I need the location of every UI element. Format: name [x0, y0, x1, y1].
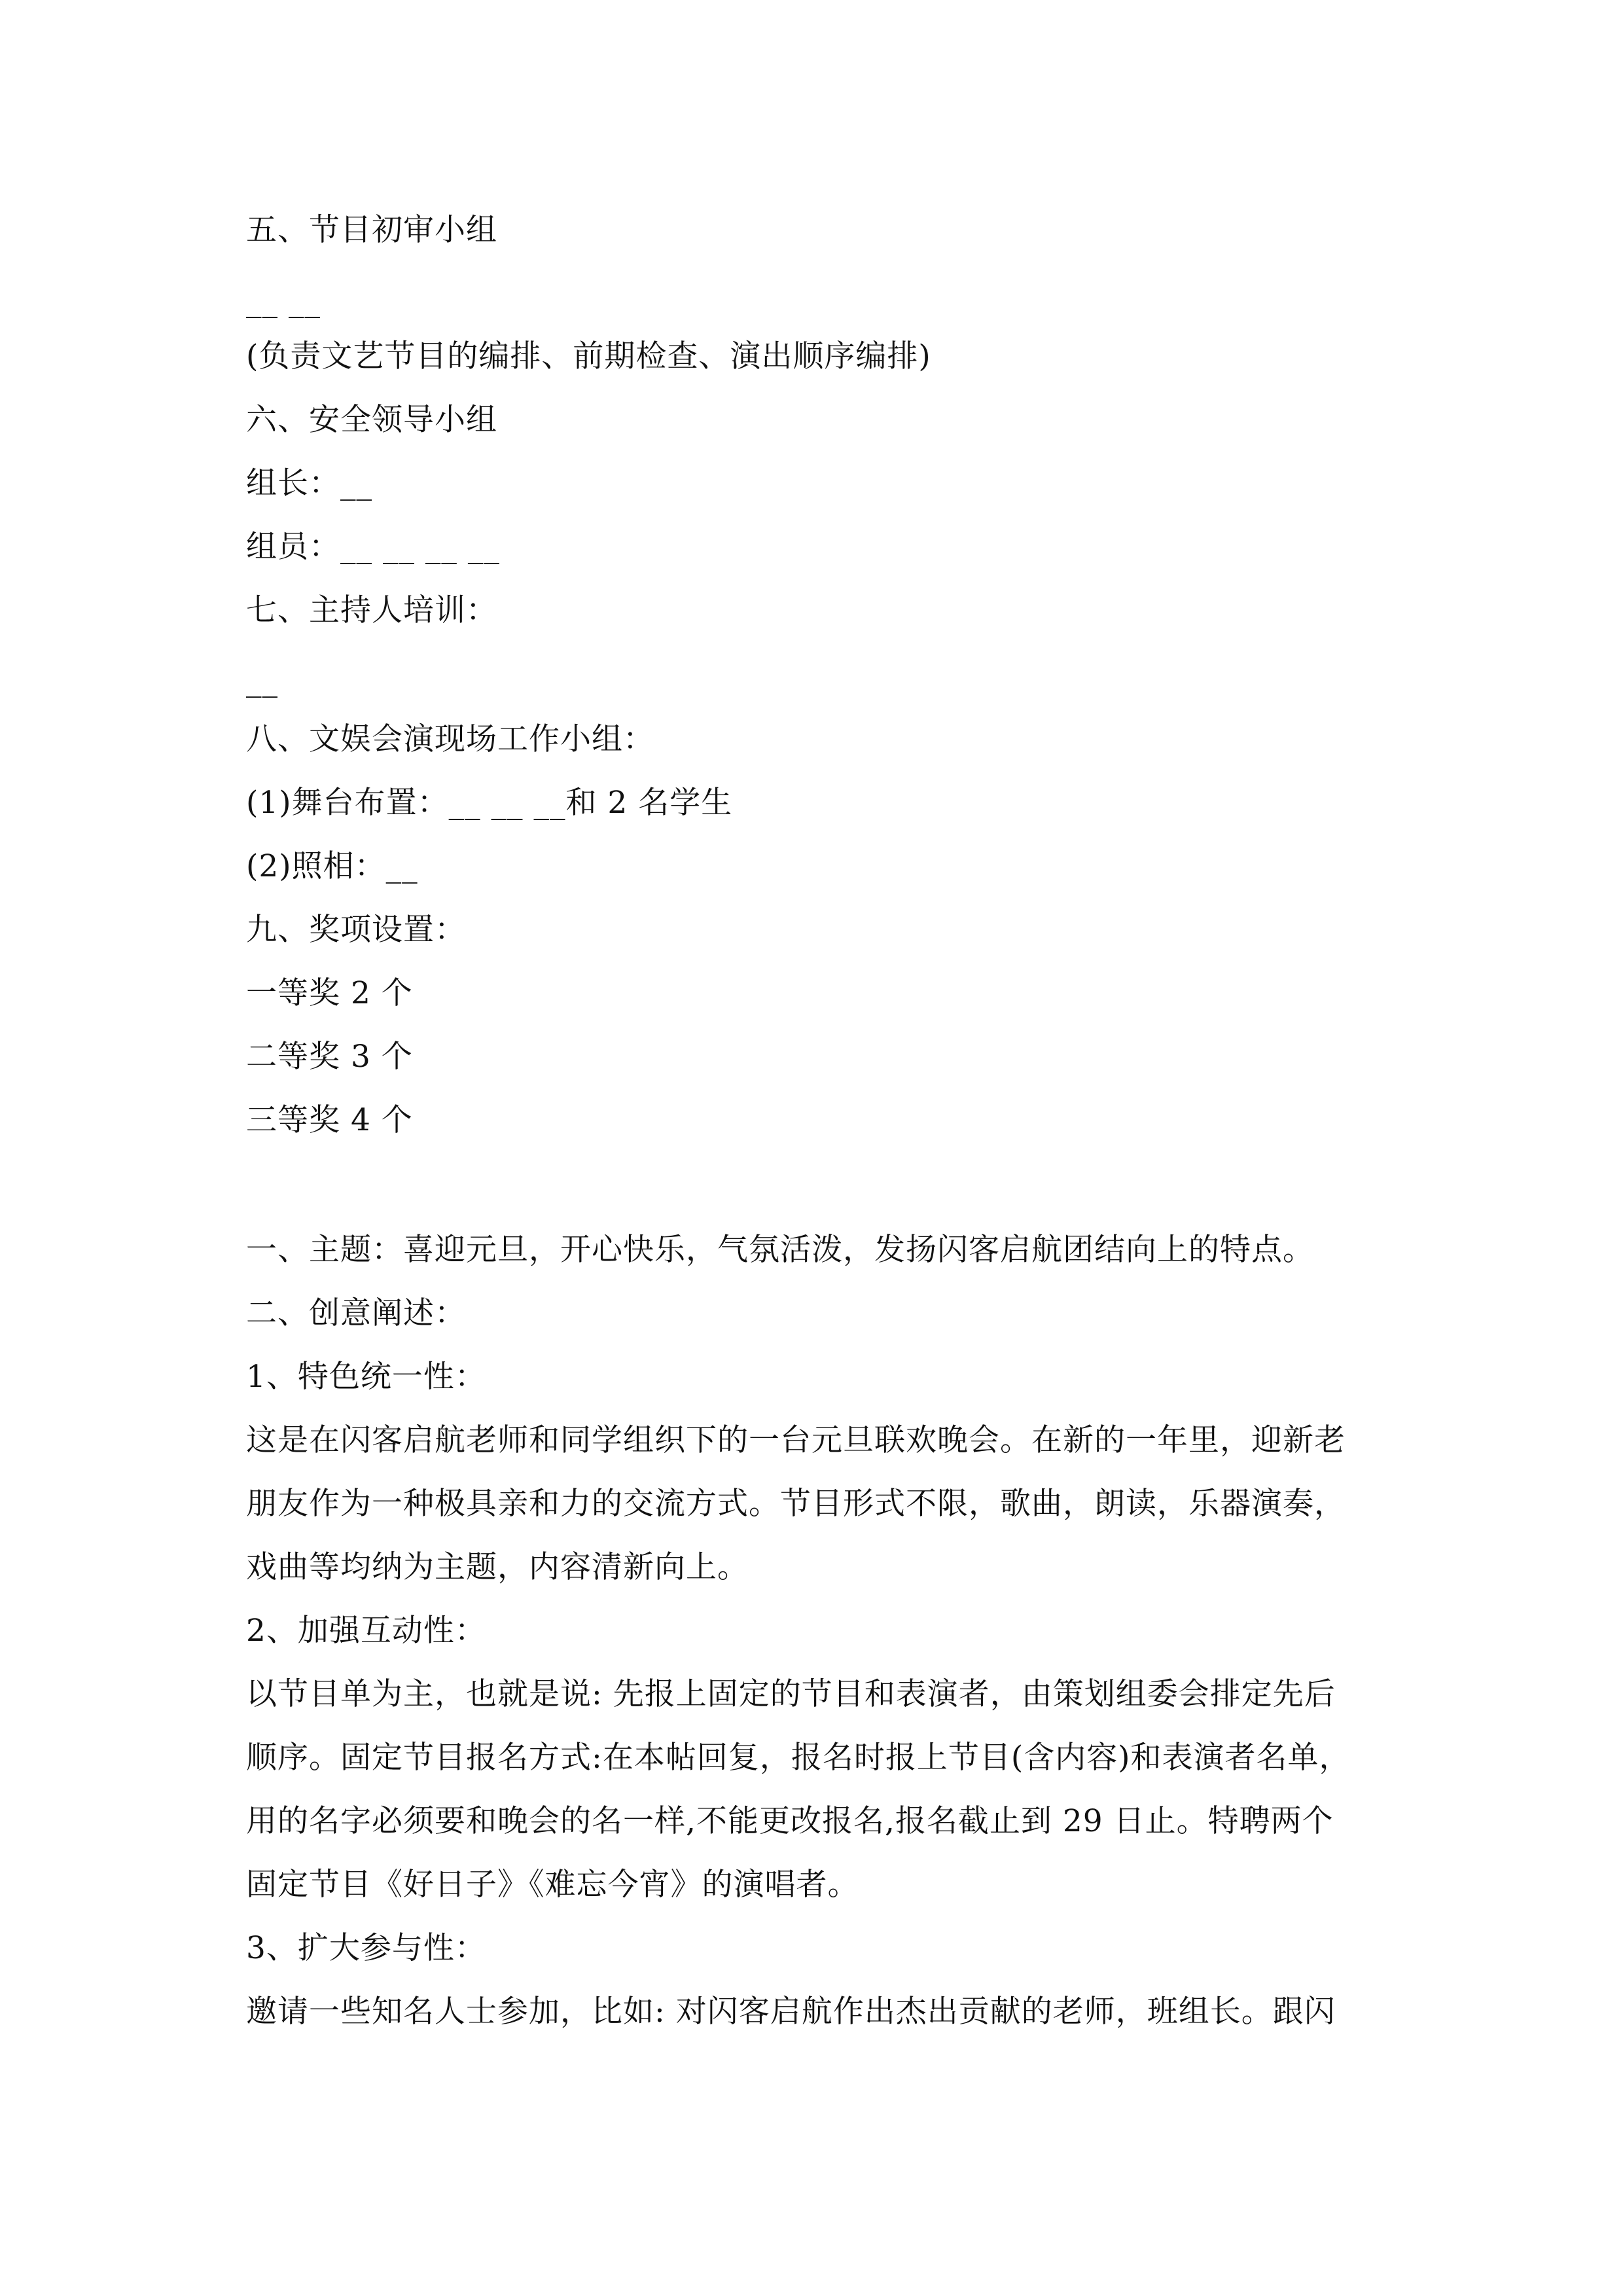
heading-interactivity: 2、加强互动性：: [246, 1613, 486, 1649]
paragraph-line: 朋友作为一种极具亲和力的交流方式。节目形式不限，歌曲，朗读，乐器演奏，: [246, 1486, 1346, 1522]
review-group-duties: (负责文艺节目的编排、前期检查、演出顺序编排): [246, 338, 931, 374]
paragraph-line: 用的名字必须要和晚会的名一样,不能更改报名,报名截止到 29 日止。特聘两个: [246, 1803, 1334, 1839]
safety-group-members: 组员：__ __ __ __: [246, 529, 500, 565]
paragraph-line: 固定节目《好日子》《难忘今宵》的演唱者。: [246, 1867, 859, 1903]
award-first-prize: 一等奖 2 个: [246, 975, 413, 1011]
heading-program-review-group: 五、节目初审小组: [246, 212, 497, 248]
photography-item: (2)照相：__: [246, 848, 418, 884]
safety-group-leader: 组长：__: [246, 465, 372, 501]
paragraph-line: 顺序。固定节目报名方式:在本帖回复，报名时报上节目(含内容)和表演者名单，: [246, 1740, 1351, 1776]
paragraph-line: 以节目单为主，也就是说: 先报上固定的节目和表演者，由策划组委会排定先后: [246, 1676, 1336, 1712]
heading-participation: 3、扩大参与性：: [246, 1930, 486, 1966]
award-third-prize: 三等奖 4 个: [246, 1102, 413, 1138]
blank-host-training: __: [246, 662, 278, 698]
heading-creative-description: 二、创意阐述：: [246, 1295, 466, 1331]
heading-host-training: 七、主持人培训：: [246, 592, 497, 628]
blank-names-review: __ __: [246, 283, 321, 319]
theme-statement: 一、主题：喜迎元旦，开心快乐，气氛活泼，发扬闪客启航团结向上的特点。: [246, 1232, 1314, 1268]
heading-uniformity: 1、特色统一性：: [246, 1359, 486, 1395]
heading-awards: 九、奖项设置：: [246, 912, 466, 948]
paragraph-line: 戏曲等均纳为主题，内容清新向上。: [246, 1549, 749, 1585]
paragraph-line: 邀请一些知名人士参加，比如: 对闪客启航作出杰出贡献的老师，班组长。跟闪: [246, 1994, 1336, 2030]
award-second-prize: 二等奖 3 个: [246, 1039, 413, 1075]
heading-safety-group: 六、安全领导小组: [246, 402, 497, 438]
paragraph-line: 这是在闪客启航老师和同学组织下的一台元旦联欢晚会。在新的一年里，迎新老: [246, 1422, 1346, 1458]
stage-setup-item: (1)舞台布置：__ __ __和 2 名学生: [246, 785, 733, 821]
heading-onsite-work-group: 八、文娱会演现场工作小组：: [246, 721, 654, 757]
